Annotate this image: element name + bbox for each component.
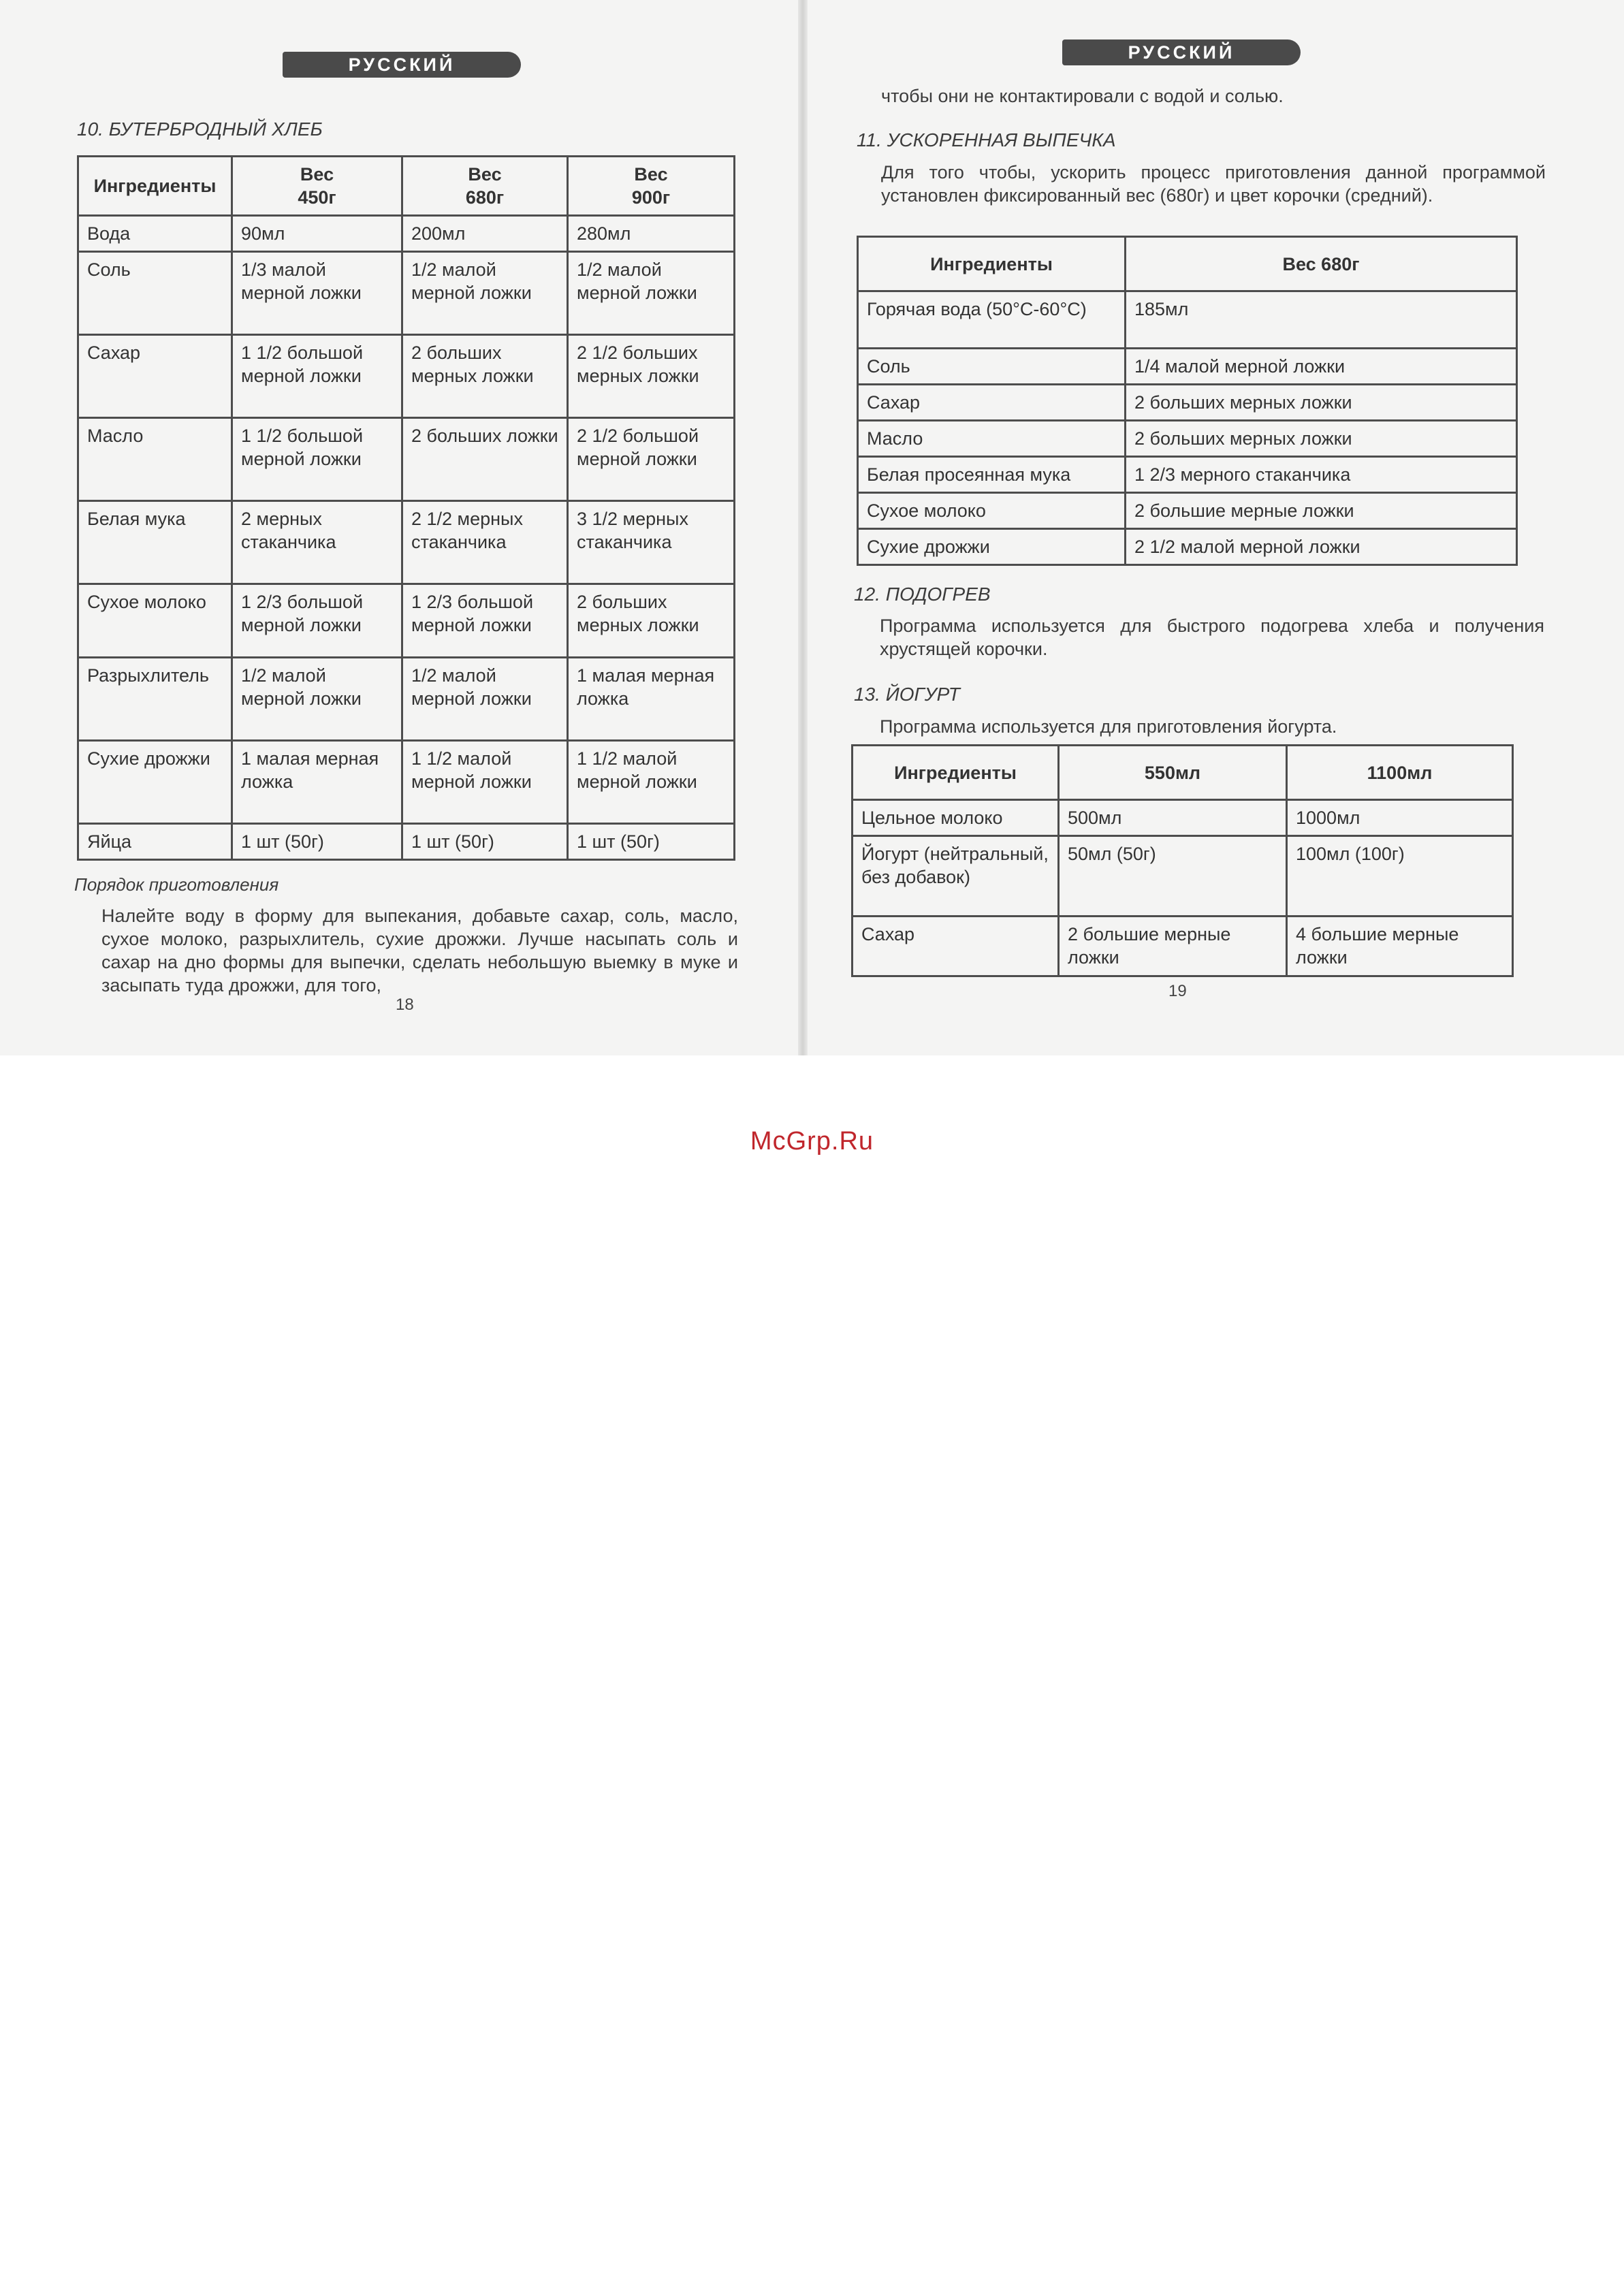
amount-cell: 1/2 малой мерной ложки: [568, 252, 735, 335]
amount-cell: 1 1/2 малой мерной ложки: [402, 741, 568, 824]
table-row: [858, 291, 1517, 349]
column-header: Ингредиенты: [78, 157, 232, 216]
ingredient-cell: Масло: [78, 418, 232, 501]
continued-text: чтобы они не контактировали с водой и солью.: [881, 86, 1284, 106]
table-row: [858, 529, 1517, 565]
amount-cell: 185мл: [1126, 291, 1517, 349]
ingredient-cell: Йогурт (нейтральный, без добавок): [853, 836, 1059, 917]
ingredient-cell: Соль: [78, 252, 232, 335]
table-row: [853, 836, 1513, 917]
table-header-row: [853, 746, 1513, 800]
amount-cell: 1 2/3 мерного стаканчика: [1126, 457, 1517, 493]
table-row: [858, 457, 1517, 493]
page-number: 18: [396, 995, 414, 1014]
table-row: [78, 252, 735, 335]
amount-cell: 1 шт (50г): [568, 824, 735, 860]
amount-cell: 100мл (100г): [1287, 836, 1513, 917]
amount-cell: 2 1/2 малой мерной ложки: [1126, 529, 1517, 565]
yogurt-table: [851, 744, 1514, 977]
language-badge: РУССКИЙ: [1062, 39, 1301, 65]
amount-cell: 1/2 малой мерной ложки: [232, 658, 402, 741]
column-header: 1100мл: [1287, 746, 1513, 800]
amount-cell: 1 1/2 большой мерной ложки: [232, 335, 402, 418]
amount-cell: 2 большие мерные ложки: [1059, 917, 1287, 976]
amount-cell: 2 больших мерных ложки: [568, 584, 735, 658]
amount-cell: 200мл: [402, 216, 568, 252]
amount-cell: 1 1/2 малой мерной ложки: [568, 741, 735, 824]
table-row: [78, 741, 735, 824]
ingredient-cell: Соль: [858, 349, 1126, 385]
procedure-title: Порядок приготовления: [74, 874, 279, 895]
amount-cell: 2 больших мерных ложки: [402, 335, 568, 418]
ingredient-cell: Горячая вода (50°C-60°C): [858, 291, 1126, 349]
ingredient-cell: Разрыхлитель: [78, 658, 232, 741]
table-row: [858, 385, 1517, 421]
ingredient-cell: Масло: [858, 421, 1126, 457]
page-number: 19: [1168, 982, 1187, 1000]
amount-cell: 50мл (50г): [1059, 836, 1287, 917]
section-12-text: Программа используется для быстрого подогрева хлеба и получения хрустящей корочки.: [880, 616, 1544, 659]
table-header-row: [858, 237, 1517, 291]
amount-cell: 2 1/2 больших мерных ложки: [568, 335, 735, 418]
ingredient-cell: Сахар: [858, 385, 1126, 421]
amount-cell: 2 1/2 большой мерной ложки: [568, 418, 735, 501]
column-header: Вес 450г: [232, 157, 402, 216]
amount-cell: 2 1/2 мерных стаканчика: [402, 501, 568, 584]
table-row: [858, 493, 1517, 529]
amount-cell: 90мл: [232, 216, 402, 252]
ingredient-cell: Белая мука: [78, 501, 232, 584]
book-spine: [798, 0, 808, 1055]
bread-recipe-table: [77, 155, 735, 861]
ingredient-cell: Цельное молоко: [853, 800, 1059, 836]
amount-cell: 1 2/3 большой мерной ложки: [232, 584, 402, 658]
section-title-13: 13. ЙОГУРТ: [854, 684, 960, 705]
table-row: [78, 418, 735, 501]
table-row: [858, 421, 1517, 457]
amount-cell: 2 мерных стаканчика: [232, 501, 402, 584]
ingredient-cell: Сухое молоко: [858, 493, 1126, 529]
column-header: Вес 680г: [402, 157, 568, 216]
amount-cell: 1 малая мерная ложка: [232, 741, 402, 824]
amount-cell: 1/4 малой мерной ложки: [1126, 349, 1517, 385]
amount-cell: 1000мл: [1287, 800, 1513, 836]
amount-cell: 1/2 малой мерной ложки: [402, 658, 568, 741]
amount-cell: 280мл: [568, 216, 735, 252]
table-row: [853, 917, 1513, 976]
ingredient-cell: Сухие дрожжи: [858, 529, 1126, 565]
table-row: [78, 501, 735, 584]
table-row: [858, 349, 1517, 385]
section-title-11: 11. УСКОРЕННАЯ ВЫПЕЧКА: [857, 129, 1116, 150]
table-row: [78, 824, 735, 860]
table-row: [78, 584, 735, 658]
column-header: Ингредиенты: [853, 746, 1059, 800]
fast-bake-table: [857, 236, 1518, 566]
watermark: McGrp.Ru: [750, 1127, 874, 1156]
amount-cell: 500мл: [1059, 800, 1287, 836]
section-13-text: Программа используется для приготовления йогурта.: [880, 716, 1337, 737]
amount-cell: 2 больших ложки: [402, 418, 568, 501]
amount-cell: 2 больших мерных ложки: [1126, 385, 1517, 421]
amount-cell: 1/2 малой мерной ложки: [402, 252, 568, 335]
ingredient-cell: Сахар: [853, 917, 1059, 976]
column-header: Вес 680г: [1126, 237, 1517, 291]
table-row: [78, 658, 735, 741]
section-title-12: 12. ПОДОГРЕВ: [854, 584, 991, 605]
amount-cell: 1 шт (50г): [402, 824, 568, 860]
procedure-text: Налейте воду в форму для выпекания, добавьте сахар, соль, масло, сухое молоко, разрыхлитель, сухие дрожжи. Лучше насыпать соль и сахар на дно формы для выпечки, сделать небольшую выемку в муке и засыпать туда дрожжи, для того,: [101, 906, 738, 995]
amount-cell: 1 малая мерная ложка: [568, 658, 735, 741]
table-row: [78, 216, 735, 252]
left-page: [71, 0, 742, 1049]
amount-cell: 1 1/2 большой мерной ложки: [232, 418, 402, 501]
section-11-text: Для того чтобы, ускорить процесс приготовления данной программой установлен фиксированный вес (680г) и цвет корочки (средний).: [881, 162, 1546, 206]
ingredient-cell: Сахар: [78, 335, 232, 418]
ingredient-cell: Вода: [78, 216, 232, 252]
ingredient-cell: Сухие дрожжи: [78, 741, 232, 824]
amount-cell: 2 большие мерные ложки: [1126, 493, 1517, 529]
column-header: Вес 900г: [568, 157, 735, 216]
ingredient-cell: Яйца: [78, 824, 232, 860]
section-title-10: 10. БУТЕРБРОДНЫЙ ХЛЕБ: [77, 118, 323, 140]
amount-cell: 3 1/2 мерных стаканчика: [568, 501, 735, 584]
right-page: [851, 0, 1546, 1049]
amount-cell: 1 шт (50г): [232, 824, 402, 860]
table-row: [78, 335, 735, 418]
amount-cell: 2 больших мерных ложки: [1126, 421, 1517, 457]
amount-cell: 1 2/3 большой мерной ложки: [402, 584, 568, 658]
amount-cell: 4 большие мерные ложки: [1287, 917, 1513, 976]
column-header: 550мл: [1059, 746, 1287, 800]
column-header: Ингредиенты: [858, 237, 1126, 291]
ingredient-cell: Белая просеянная мука: [858, 457, 1126, 493]
table-row: [853, 800, 1513, 836]
amount-cell: 1/3 малой мерной ложки: [232, 252, 402, 335]
table-header-row: [78, 157, 735, 216]
language-badge: РУССКИЙ: [283, 52, 521, 78]
ingredient-cell: Сухое молоко: [78, 584, 232, 658]
